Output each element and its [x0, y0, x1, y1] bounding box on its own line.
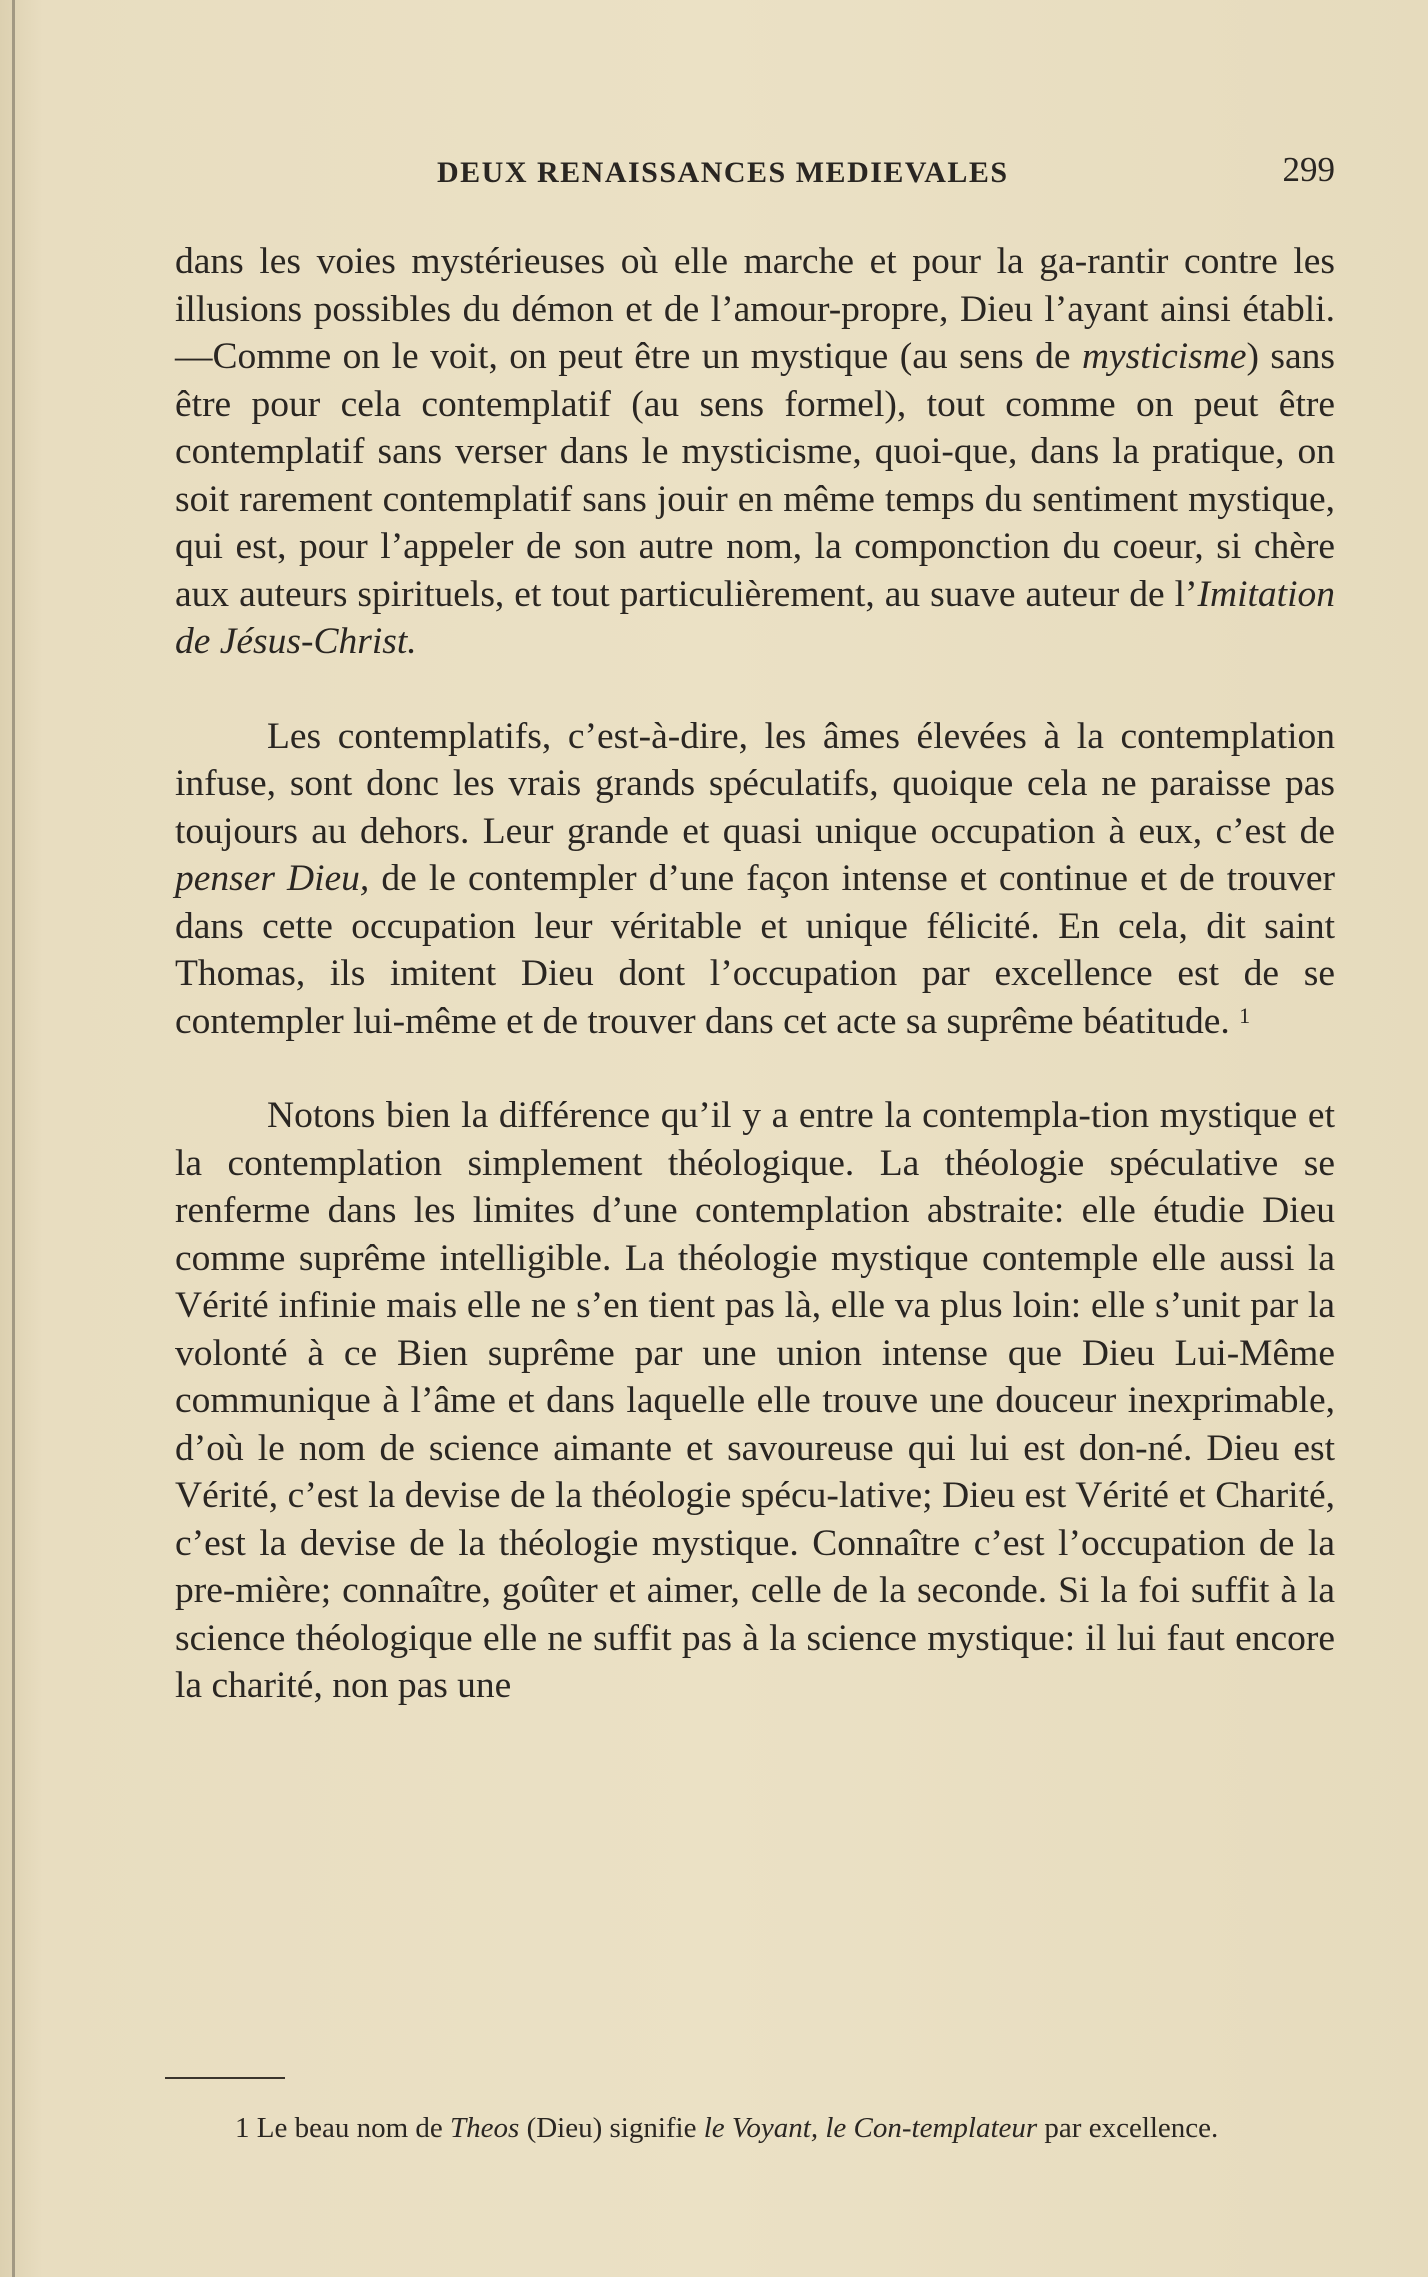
footnote-separator [165, 2077, 285, 2079]
paragraph-3 [175, 1092, 1335, 1710]
footnote-text-a: Le beau nom de [249, 2112, 451, 2144]
footnote-reference: 1 [1239, 1002, 1251, 1028]
paragraph-2 [175, 713, 1335, 1046]
paragraph-1-italic-imitation: Imitation de Jésus-Christ. [175, 573, 1335, 662]
paragraph-1-text-b: ) sans être pour cela contemplatif (au sens formel), tout comme on peut être contemplatif sans verser dans le mysticisme, quoi-que, dans la pratique, on soit rarement contemplatif sans jouir en même temps du sentiment mystique, qui est, pour l’appeler de son autre nom, la componction du coeur, si chère aux auteurs spirituels, et tout particulièrement, au suave auteur de l’ [175, 336, 1335, 615]
footnote-text-c: par excellence. [1037, 2112, 1219, 2144]
footnote [165, 2108, 1315, 2148]
footnote-italic-voyant: le Voyant, le Con-templateur [703, 2112, 1038, 2144]
paragraph-1-text-a: dans les voies mystérieuses où elle marche et pour la ga-rantir contre les illusions possibles du démon et de l’amour-propre, Dieu l’ayant ainsi établi.—Comme on le voit, on peut être un mystique (au sens de [175, 241, 1335, 377]
binding-edge-line [12, 0, 15, 2277]
running-title: DEUX RENAISSANCES MEDIEVALES [437, 156, 1009, 189]
paragraph-2-text-a: Les contemplatifs, c’est-à-dire, les âmes élevées à la contemplation infuse, sont donc les vrais grands spéculatifs, quoique cela ne paraisse pas toujours au dehors. Leur grande et quasi unique occupation à eux, c’est de [175, 715, 1335, 852]
paragraph-1 [175, 238, 1335, 666]
page-number: 299 [1282, 150, 1335, 189]
main-text [175, 238, 1335, 1710]
paragraph-2-italic-penser-dieu: penser Dieu, [175, 858, 370, 899]
paragraph-2-text-b: de le contempler d’une façon intense et continue et de trouver dans cette occupation leur véritable et unique félicité. En cela, dit saint Thomas, ils imitent Dieu dont l’occupation par excellence est de se contempler lui-même et de trouver dans cet acte sa suprême béatitude. [175, 858, 1335, 1042]
paragraph-3-text: Notons bien la différence qu’il y a entre la contempla-tion mystique et la contemplation simplement théologique. La théologie spéculative se renferme dans les limites d’une contemplation abstraite: elle étudie Dieu comme suprême intelligible. La théologie mystique contemple elle aussi la Vérité infinie mais elle ne s’en tient pas là, elle va plus loin: elle s’unit par la volonté à ce Bien suprême par une union intense que Dieu Lui-Même communique à l’âme et dans laquelle elle trouve une douceur inexprimable, d’où le nom de science aimante et savoureuse qui lui est don-né. Dieu est Vérité, c’est la devise de la théologie spécu-lative; Dieu est Vérité et Charité, c’est la devise de la théologie mystique. Connaître c’est l’occupation de la pre-mière; connaître, goûter et aimer, celle de la seconde. Si la foi suffit à la science théologique elle ne suffit pas à la science mystique: il lui faut encore la charité, non pas une [175, 1095, 1335, 1706]
footnote-number: 1 [235, 2112, 250, 2144]
footnote-italic-theos: Theos [450, 2112, 520, 2144]
paragraph-1-italic-mysticisme: mysticisme [1081, 336, 1247, 377]
page-header [437, 150, 1335, 194]
footnote-text-b: (Dieu) signifie [519, 2112, 704, 2144]
